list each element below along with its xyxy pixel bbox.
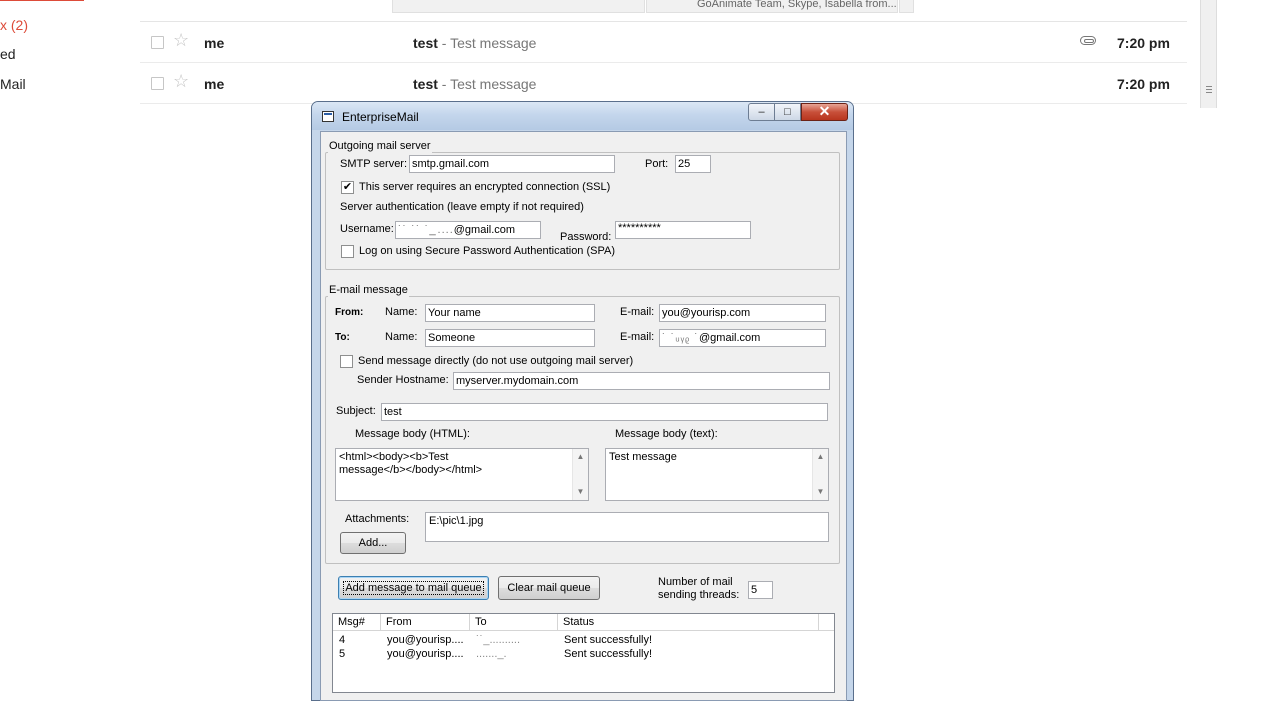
email-snippet: - Test message (437, 76, 537, 92)
auth-label: Server authentication (leave empty if not required) (340, 201, 584, 213)
row-checkbox[interactable] (151, 36, 164, 49)
ssl-label: This server requires an encrypted connection (SSL) (359, 181, 611, 193)
list-header (333, 614, 834, 631)
column-status[interactable]: Status (558, 614, 819, 631)
spa-label: Log on using Secure Password Authentication (SPA) (359, 245, 616, 257)
app-window-icon (322, 111, 334, 122)
to-name-input[interactable]: Someone (425, 329, 595, 347)
body-html-line: message</b></body></html> (339, 464, 483, 476)
clear-queue-button[interactable]: Clear mail queue (498, 576, 600, 600)
to-email-domain: @gmail.com (699, 332, 761, 344)
port-label: Port: (645, 158, 669, 170)
from-email-label: E-mail: (620, 306, 655, 318)
email-message-group-title: E-mail message (329, 284, 408, 296)
sidebar-item-starred[interactable]: ed (0, 46, 16, 62)
email-time: 7:20 pm (1117, 76, 1170, 92)
close-button[interactable] (801, 103, 848, 121)
add-to-queue-label: Add message to mail queue (345, 582, 482, 594)
scroll-up-icon[interactable]: ▲ (576, 452, 585, 461)
email-subject (413, 35, 536, 51)
email-time: 7:20 pm (1117, 35, 1170, 51)
attachments-label: Attachments: (345, 513, 410, 525)
subject-label: Subject: (336, 405, 376, 417)
body-html-scrollbar[interactable] (572, 449, 588, 500)
enterprisemail-window (311, 101, 854, 701)
from-name-label: Name: (385, 306, 418, 318)
smtp-server-label: SMTP server: (340, 158, 408, 170)
maximize-icon: □ (784, 106, 791, 118)
from-email-input[interactable]: you@yourisp.com (659, 304, 826, 322)
sidebar-item-mail[interactable]: Mail (0, 76, 26, 92)
tab-senders-preview: GoAnimate Team, Skype, Isabella from... (697, 0, 897, 10)
star-icon[interactable]: ☆ (173, 71, 190, 91)
password-label: Password: (560, 231, 612, 243)
username-label: Username: (340, 223, 394, 235)
scroll-up-icon[interactable]: ▲ (816, 452, 825, 461)
queue-row-to[interactable]: ˙˙ ̲ .......... (476, 634, 520, 646)
sender-hostname-input[interactable]: myserver.mydomain.com (453, 372, 830, 390)
body-text-label: Message body (text): (615, 428, 718, 440)
scrollbar-grip-icon (1206, 86, 1212, 94)
smtp-server-input[interactable]: smtp.gmail.com (409, 155, 615, 173)
email-subject-text: test (413, 35, 438, 51)
attachment-item: E:\pic\1.jpg (429, 515, 484, 527)
to-label: To: (335, 332, 350, 343)
body-html-textarea[interactable] (335, 448, 589, 501)
email-subject-text: test (413, 76, 438, 92)
queue-row-to[interactable]: ....... ̲ . (476, 648, 507, 660)
port-input[interactable]: 25 (675, 155, 711, 173)
send-directly-checkbox[interactable] (340, 355, 353, 368)
body-html-label: Message body (HTML): (355, 428, 470, 440)
sidebar-item-inbox[interactable]: x (2) (0, 17, 28, 33)
body-text-scrollbar[interactable] (812, 449, 828, 500)
queue-row-msg[interactable]: 5 (339, 648, 346, 660)
star-icon[interactable]: ☆ (173, 30, 190, 50)
inbox-tabs-bar (140, 0, 1187, 22)
scroll-down-icon[interactable]: ▼ (576, 487, 585, 496)
threads-label-2: sending threads: (658, 589, 740, 601)
window-title: EnterpriseMail (342, 110, 419, 124)
email-sender: me (204, 76, 225, 92)
queue-row-from[interactable]: you@yourisp.... (387, 648, 464, 660)
add-to-queue-button[interactable] (338, 576, 489, 600)
to-email-input[interactable] (659, 329, 826, 347)
queue-row-status[interactable]: Sent successfully! (564, 634, 653, 646)
ssl-checkbox[interactable]: ✔ (342, 181, 353, 193)
from-label: From: (335, 307, 364, 318)
body-html-line: <html><body><b>Test (339, 451, 449, 463)
username-input[interactable] (395, 221, 541, 239)
tab-updates[interactable] (899, 0, 914, 13)
email-row[interactable] (140, 22, 1187, 63)
maximize-button[interactable] (774, 103, 801, 121)
to-email-label: E-mail: (620, 331, 655, 343)
mail-queue-list[interactable] (332, 613, 835, 693)
password-input[interactable]: ********** (615, 221, 751, 239)
title-bar[interactable] (312, 102, 853, 130)
column-msg[interactable]: Msg# (333, 614, 381, 631)
body-text-value: Test message (609, 451, 677, 463)
username-masked: ˙˙ ˙˙ ˙ ̲̲ .... (398, 224, 454, 236)
queue-row-status[interactable]: Sent successfully! (564, 648, 653, 660)
username-domain: @gmail.com (453, 224, 516, 236)
body-text-textarea[interactable] (605, 448, 829, 501)
spa-checkbox[interactable] (341, 245, 354, 258)
from-name-input[interactable]: Your name (425, 304, 595, 322)
threads-input[interactable]: 5 (748, 581, 773, 599)
queue-row-from[interactable]: you@yourisp.... (387, 634, 464, 646)
column-from[interactable]: From (381, 614, 470, 631)
paperclip-icon (1080, 36, 1096, 45)
threads-label: Number of mail (658, 576, 733, 588)
attachments-list[interactable] (425, 512, 829, 542)
queue-row-msg[interactable]: 4 (339, 634, 346, 646)
tab-social[interactable] (392, 0, 645, 13)
email-row[interactable] (140, 63, 1187, 104)
sender-hostname-label: Sender Hostname: (357, 374, 449, 386)
email-snippet: - Test message (437, 35, 537, 51)
minimize-button[interactable] (748, 103, 775, 121)
minimize-icon: – (758, 106, 765, 118)
email-sender: me (204, 35, 225, 51)
column-to[interactable]: To (470, 614, 558, 631)
to-email-masked: ˙ ˙ᵤᵧᵨ ˙ (662, 332, 700, 344)
close-icon: ✕ (818, 103, 831, 119)
email-subject (413, 76, 536, 92)
row-checkbox[interactable] (151, 77, 164, 90)
add-attachment-button[interactable]: Add... (340, 532, 406, 554)
subject-input[interactable]: test (381, 403, 828, 421)
inbox-indicator-line (0, 0, 84, 1)
send-directly-label: Send message directly (do not use outgoing mail server) (358, 355, 634, 367)
to-name-label: Name: (385, 331, 418, 343)
scroll-down-icon[interactable]: ▼ (816, 487, 825, 496)
outgoing-server-group-title: Outgoing mail server (329, 140, 431, 152)
